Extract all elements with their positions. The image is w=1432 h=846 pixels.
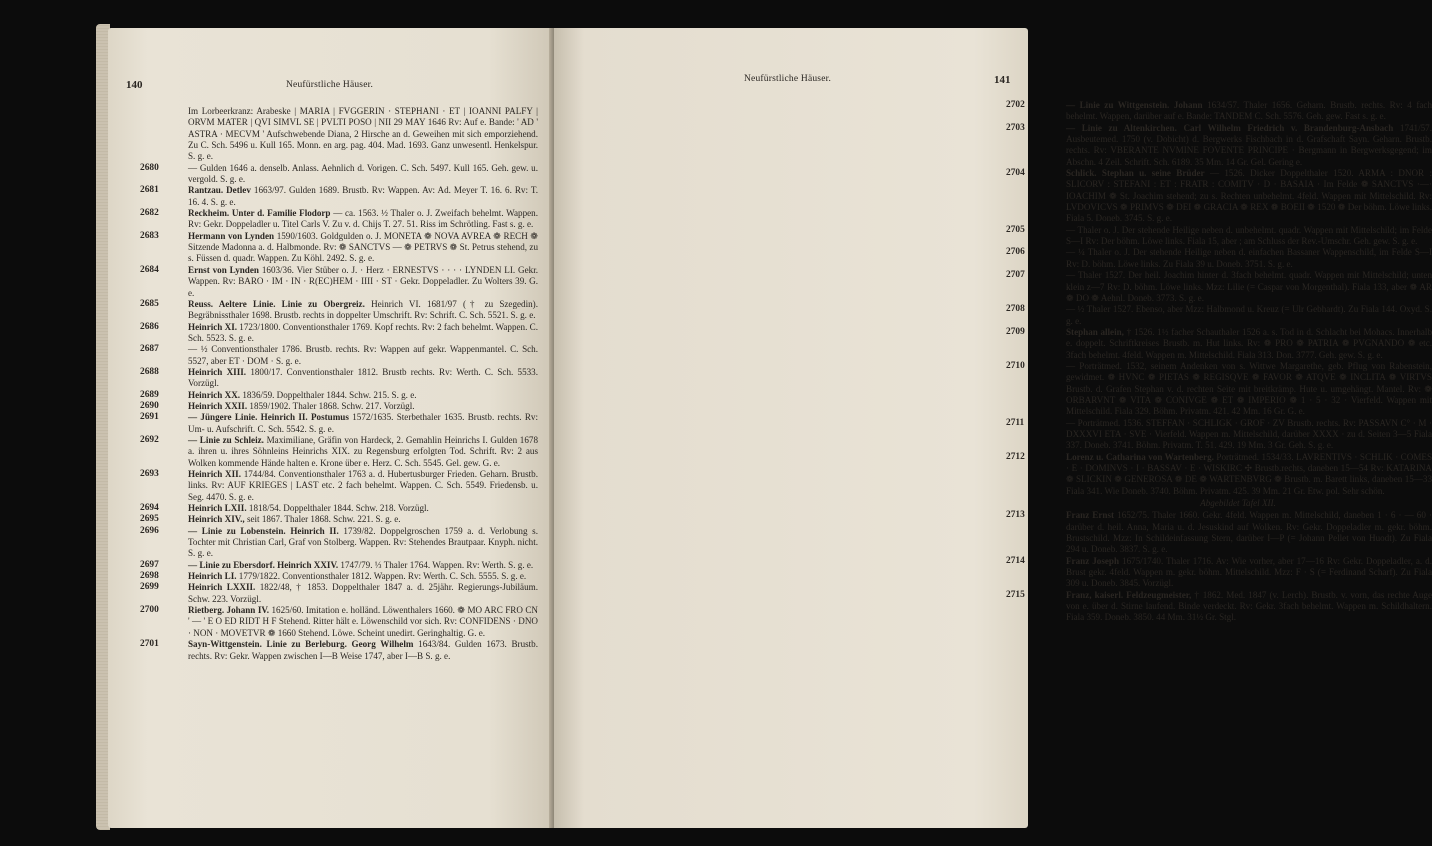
entry-heading: — Linie zu Ebersdorf. Heinrich XXIV. (188, 559, 339, 570)
entry-text: 1739/82. Doppelgroschen 1759 a. d. Verlobung s. Tochter mit Christian Carl, Graf von Stolberg. Wappen. Rv: Stehendes Brautpaar. Knyph. nicht. S. g. e. (188, 525, 538, 559)
entry-heading: — Jüngere Linie. Heinrich II. Postumus (188, 412, 349, 423)
entry-number: 2701 (140, 639, 159, 650)
catalog-entry (140, 389, 538, 401)
entry-number: 2698 (140, 571, 159, 582)
catalog-entry (1006, 247, 1432, 270)
entry-heading: Rietberg. Johann IV. (188, 605, 270, 616)
left-entries (140, 162, 539, 662)
entry-heading: Franz, kaiserl. Feldzeugmeister, (1066, 589, 1192, 600)
entry-number: 2714 (1006, 555, 1025, 566)
entry-number: 2680 (140, 162, 159, 173)
entry-number: 2712 (1006, 451, 1025, 462)
catalog-entry (140, 230, 539, 265)
entry-number: 2681 (140, 185, 159, 196)
entry-number: 2703 (1006, 122, 1025, 133)
continuation-text: Im Lorbeerkranz: Arabeske | MARIA | FVGGERIN · STEPHANI · ET | IOANNI PALFY | ORVM MATER | QVI SIMVL SE | PVLTI POSO | NII 29 MAY 1646 Rv: Auf e. Bande: ' AD ' ASTRA · MECVM ' Aufschwebende Diana, 2 Hirsche an d. Geweihen mit sich emporziehend. Zu C. Sch. 5496 u. Kull 165. Monn. en arg. pag. 404. Mad. 1693. Ganz unwesentl. Henkelspur. S. g. e. (188, 106, 538, 162)
catalog-entry (140, 264, 538, 299)
entry-number: 2697 (140, 559, 159, 570)
entry-number: 2691 (140, 412, 159, 423)
catalog-entry (140, 469, 538, 503)
right-column (1006, 100, 1432, 624)
catalog-entry (1006, 122, 1432, 168)
entry-number: 2715 (1006, 589, 1025, 600)
catalog-entry (1006, 270, 1432, 304)
entry-text: † 1862. Med. 1847 (v. Lerch). Brustb. v. vorn, das rechte Auge von e. über d. Stirne laufend. Binde verdeckt. Rv: Gekr. 3fach behelmt. Wappen m. Schildhaltern. Fiala 359. Doneb. 3850. 44 Mm. 31½ Gr. Stgl. (1066, 589, 1432, 623)
entry-heading: Reuss. Aeltere Linie. Linie zu Obergreiz. (188, 298, 365, 309)
entry-heading: Heinrich LXXII. (188, 582, 256, 593)
entry-number: 2713 (1006, 510, 1025, 521)
entry-heading: — Linie zu Lobenstein. Heinrich II. (188, 525, 339, 536)
entry-text: 1822/48, † 1853. Doppelthaler 1847 a. d. 25jähr. Regierungs-Jubiläum. Schw. 223. Vorzügl. (188, 582, 538, 604)
catalog-entry (1006, 417, 1432, 452)
entry-heading: Sayn-Wittgenstein. Linie zu Berleburg. Georg Wilhelm (188, 639, 414, 650)
entry-text: 1625/60. Imitation e. holländ. Löwenthalers 1660. ❁ MO ARC FRO CN ' — ' E O ED RIDT H F Stehend. Ritter hält e. Löwenschild vor sich. Rv: CONFIDENS · DNO · NON · MOVETVR ❁ 1660 Stehend. Löwe. Scheint unedirt. Geringhaltig. G. e. (188, 605, 538, 638)
entry-text: — ½ Conventionsthaler 1786. Brustb. rechts. Rv: Wappen auf gekr. Wappenmantel. C. Sch. 5527, aber ET · DOM · S. g. e. (188, 344, 538, 366)
entry-heading: Heinrich XX. (188, 389, 241, 400)
entry-text: — ½ Thaler 1527. Ebenso, aber Mzz: Halbmond u. Kreuz (= Ulr Gebhardt). Zu Fiala 144. Oxyd. S. g. e. (1066, 304, 1432, 326)
entry-heading: Franz Joseph (1066, 555, 1120, 566)
left-column (140, 106, 539, 662)
entry-text: 1741/57. Ausbeutemed. 1750 (v. Dobicht) d. Bergwerks Fischbach in d. Grafschaft Sayn. Geharn. Brustb. rechts. Rv: VBERANTE NVMINE FOVENTE PRINCIPE · Bergmann in Bergwerksgegend; im Abschn. 4 Zeil. Schrift. Sch. 6189. 35 Mm. 14 Gr. Gel. Gering e. (1066, 122, 1432, 167)
entry-text: 1859/1902. Thaler 1868. Schw. 217. Vorzügl. (249, 400, 415, 411)
entry-number: 2699 (140, 582, 159, 593)
entry-text: 1675/1740. Thaler 1716. Av: Wie vorher, aber 17—16 Rv: Gekr. Doppeladler, a. d. Brust gekr. 4feld. Wappen m. gekr. böhm. Mittelschild. Mzz: F · S (= Ferdinand Scharf). Zu Fiala 309 u. Doneb. 3845. Vorzügl. (1066, 555, 1432, 589)
entry-text: 1723/1800. Conventionsthaler 1769. Kopf rechts. Rv: 2 fach behelmt. Wappen. C. Sch. 5523. S. g. e. (188, 321, 538, 343)
page-number-left: 140 (126, 79, 143, 91)
entry-text: † 1526. 1½ facher Schauthaler 1526 a. s. Tod in d. Schlacht bei Mohacs. Innerhalb e. doppelt. Schriftkreises Brustb. m. Hut links. Rv: ❁ PRO ❁ PATRIA ❁ PVGNANDO ❁ etc. 3fach behelmt. 4feld. Wappen m. Mittelschild. Fiala 313. Don. 3777. Geh. gew. S. g. e. (1066, 326, 1432, 360)
entry-text: 1590/1603. Goldgulden o. J. MONETA ❁ NOVA AVREA ❁ RECH ❁ Sitzende Madonna a. d. Halbmonde. Rv: ❁ SANCTVS — ❁ PETRVS ❁ St. Petrus stehend, zu s. Füssen d. quadr. Wappen. Zu Köhl. 2492. S. g. e. (188, 230, 539, 264)
right-page (554, 28, 1432, 828)
entry-number: 2683 (140, 230, 159, 241)
catalog-entry (1006, 100, 1432, 123)
entry-number: 2709 (1006, 326, 1025, 337)
entry-text: 1572/1635. Sterbethaler 1635. Brustb. rechts. Rv: Um- u. Aufschrift. C. Sch. 5542. S. g. e. (188, 412, 538, 434)
entry-number: 2692 (140, 434, 159, 445)
entry-text: — Thaler 1527. Der heil. Joachim hinter d. 3fach behelmt. quadr. Wappen mit Mittelschild; unten klein z—7 Rv: D. böhm. Löwe links. Mzz: Lilie (= Caspar von Morgenthal). Fiala 133, aber ❁ AR ❁ DO ❁ Aehnl. Doneb. 3773. S. g. e. (1066, 270, 1432, 303)
entry-text: 1818/54. Doppelthaler 1844. Schw. 218. Vorzügl. (248, 503, 429, 514)
entry-number: 2686 (140, 321, 159, 332)
entry-text: — Gulden 1646 a. denselb. Anlass. Aehnlich d. Vorigen. C. Sch. 5497. Kull 165. Geh. gew. u. vergold. S. g. e. (188, 162, 538, 185)
catalog-entry (140, 412, 538, 435)
catalog-entry (1044, 497, 1432, 510)
catalog-entry (140, 185, 538, 208)
entry-heading: Heinrich XXII. (188, 400, 248, 411)
catalog-entry (1006, 224, 1432, 248)
running-head-right: Neufürstliche Häuser. (744, 74, 832, 84)
entry-number: 2711 (1006, 417, 1025, 428)
entry-number: 2696 (140, 525, 159, 536)
catalog-entry (1006, 510, 1432, 555)
entry-text: 1634/57. Thaler 1656. Geharn. Brustb. rechts. Rv: 4 fach behelmt. Wappen, darüber auf e. Bande: TANDEM C. Sch. 5576. Geh. gew. Fast s. g. e. (1066, 100, 1432, 122)
right-entries (1006, 100, 1432, 624)
entry-heading: Heinrich XII. (188, 469, 241, 479)
entry-text: Porträtmed. 1534/33. LAVRENTIVS · SCHLIK · COMES · E · DOMINVS · I · BASSAV · E · WISKIRC ✣ Brustb.rechts, daneben 15—54 Rv: KATARINA ❁ SLICKIN ❁ GENEROSA ❁ DE ❁ WARTENBVRG ❁ Brustb. m. Barett links, daneben 15—33 Fiala 341. Wie Doneb. 3740. Böhm. Privatm. 425. 39 Mm. 21 Gr. Etw. pol. Sehr schön. (1066, 451, 1432, 496)
running-head-left: Neufürstliche Häuser. (286, 80, 374, 90)
entry-number: 2704 (1006, 168, 1025, 179)
entry-heading: Lorenz u. Catharina von Wartenberg. (1066, 451, 1214, 462)
entry-number: 2707 (1006, 270, 1025, 281)
catalog-entry (140, 503, 538, 514)
page-number-right: 141 (994, 74, 1011, 86)
entry-heading: Hermann von Lynden (188, 230, 275, 241)
catalog-entry (140, 400, 538, 412)
entry-heading: Heinrich XIII. (188, 366, 247, 377)
entry-text: Abgebildet Tafel XII. (1200, 498, 1276, 509)
entry-number: 2690 (140, 400, 159, 411)
entry-heading: Ernst von Lynden (188, 264, 259, 275)
entry-number: 2684 (140, 264, 159, 275)
entry-heading: Heinrich XIV., (188, 514, 245, 525)
catalog-entry (1006, 304, 1432, 327)
catalog-entry (140, 434, 538, 469)
entry-text: — Porträtmed. 1536. STEFFAN · SCHLIGK · GROF · ZV Brustb. rechts. Rv: PASSAVN C° · M · DXXXVI ETA · SVE · Vierfeld. Wappen m. Mittelschild, darüber XXXX · zu d. Seiten 3—5 Fiala 337. Doneb. 3741. Böhm. Privatm. T. 51. 429. 19 Mm. 3 Gr. Geh. S. g. e. (1066, 417, 1432, 451)
entry-text: 1836/59. Doppelthaler 1844. Schw. 215. S. g. e. (242, 389, 417, 400)
entry-number: 2695 (140, 514, 159, 525)
entry-text: — Porträtmed. 1532, seinem Andenken von s. Wittwe Margarethe, geb. Pflug von Rabenstein, gewidmet. ❁ HVNC ❁ PIETAS ❁ REGISQVE ❁ FAVOR ❁ ATQVE ❁ INCLITA ❁ VIRTVS Brustb. d. Grafen Stephan v. d. rechten Seite mit breitkrämp. Hute u. umgehängt. Mantel. Rv: ❁ ORBARVNT ❁ VITA ❁ CONIVGE ❁ ET ❁ IMPERIO ❁ 1 · 5 · 32 · Vierfeld. Wappen mit Mittelschild. Fiala 329. Böhm. Privatm. 421. 42 Mm. 16 Gr. G. e. (1066, 360, 1432, 417)
entry-text: — 1526. Dicker Doppelthaler 1520. ARMA : DNOR : SLICORV : STEFANI : ET : FRATR : COMITV · D · BASAIA · Im Felde ❁ SANCTVS ·—· IOACHIM ❁ St. Joachim stehend; zu s. Rechten unbehelmt. 4feld. Wappen mit Mittelschild. Rv: LVDOVICVS ❁ PRIMVS ❁ DEI ❁ GRACIA ❁ REX ❁ BOEII ❁ 1520 ❁ Der böhm. Löwe links. Fiala 5. Doneb. 3745. S. g. e. (1066, 168, 1432, 224)
entry-heading: Heinrich LXII. (188, 503, 247, 514)
entry-heading: Heinrich LI. (188, 571, 237, 582)
entry-heading: Reckheim. Unter d. Familie Flodorp (188, 208, 331, 219)
entry-number: 2708 (1006, 304, 1025, 315)
entry-number: 2702 (1006, 100, 1025, 110)
entry-number: 2706 (1006, 247, 1025, 258)
catalog-entry (1006, 589, 1432, 624)
entry-text: 1663/97. Gulden 1689. Brustb. Rv: Wappen. Av: Ad. Meyer T. 16. 6. Rv: T. 16. 4. S. g. e. (188, 185, 538, 207)
entry-number: 2705 (1006, 224, 1025, 235)
entry-text: 1779/1822. Conventionsthaler 1812. Wappen. Rv: Werth. C. Sch. 5555. S. g. e. (238, 571, 527, 582)
catalog-entry (140, 605, 538, 639)
entry-text: 1652/75. Thaler 1660. Gekr. 4feld. Wappen m. Mittelschild, daneben 1 · 6 · — 60 · darüber d. heil. Anna, Maria u. d. Jesuskind auf Wolken. Rv: Gekr. Doppeladler m. gekr. böhm. Brustschild. Mzz: In Schildeinfassung Stern, darüber I—P (= Johann Pellet von Huodt). Zu Fiala 294 u. Doneb. 3837. S. g. e. (1066, 510, 1432, 555)
catalog-entry (140, 514, 538, 525)
catalog-entry (140, 525, 538, 560)
entry-text: — ca. 1563. ½ Thaler o. J. Zweifach behelmt. Wappen. Rv: Gekr. Doppeladler u. Titel Carls V. Zu v. d. Chijs T. 27. 51. Riss im Schrötling. Fast s. g. e. (188, 208, 538, 230)
entry-heading: — Linie zu Altenkirchen. Carl Wilhelm Friedrich v. Brandenburg-Ansbach (1066, 122, 1394, 133)
catalog-entry (140, 571, 538, 582)
entry-text: — ¼ Thaler o. J. Der stehende Heilige neben d. einfachen Bassaner Wappenschild, im Felde S—I Rv: D. böhm. Löwe links. Zu Fiala 39 u. Doneb. 3751. S. g. e. (1066, 247, 1432, 269)
entry-text: seit 1867. Thaler 1868. Schw. 221. S. g. e. (246, 514, 401, 525)
catalog-entry (140, 559, 538, 571)
catalog-entry (1006, 451, 1432, 497)
entry-number: 2687 (140, 344, 159, 355)
entry-number: 2688 (140, 366, 159, 377)
entry-text: Heinrich VI. 1681/97 († zu Szegedin). Begräbnissthaler 1698. Brustb. rechts in doppelter Umschrift. Rv: Schrift. C. Sch. 5521. S. g. e. (188, 298, 538, 321)
entry-number: 2710 (1006, 360, 1025, 371)
entry-number: 2689 (140, 389, 159, 400)
catalog-entry (140, 639, 538, 662)
entry-heading: Schlick. Stephan u. seine Brüder (1066, 168, 1205, 179)
entry-heading: Rantzau. Detlev (188, 185, 251, 196)
entry-text: 1747/79. ⅓ Thaler 1764. Wappen. Rv: Werth. S. g. e. (340, 559, 534, 570)
entry-heading: — Linie zu Schleiz. (188, 434, 264, 445)
catalog-entry (140, 162, 538, 186)
open-book (108, 14, 1432, 834)
entry-number: 2685 (140, 298, 159, 309)
catalog-entry (1006, 326, 1432, 361)
catalog-entry (140, 344, 538, 367)
catalog-entry (1006, 360, 1432, 418)
left-page (108, 28, 554, 828)
catalog-entry (140, 366, 538, 390)
catalog-entry (140, 321, 538, 345)
entry-text: 1800/17. Conventionsthaler 1812. Brustb rechts. Rv: Werth. C. Sch. 5533. Vorzügl. (188, 366, 538, 389)
entry-text: 1603/36. Vier Stüber o. J. · Herz · ERNESTVS · · · · LYNDEN LI. Gekr. Wappen. Rv: BARO · IM · IN · R(EC)HEM · IIII · ST · Gekr. Doppeladler. Zu Wolters 39. G. e. (188, 264, 538, 298)
entry-text: 1744/84. Conventionsthaler 1763 a. d. Hubertusburger Frieden. Geharn. Brustb. links. Rv: AUF KRIEGES | LAST etc. 2 fach behelmt. Wappen. C. Sch. 5549. Friedensb. u. Seg. 4470. S. g. e. (188, 469, 538, 502)
entry-number: 2694 (140, 503, 159, 514)
entry-number: 2693 (140, 469, 159, 479)
catalog-entry (1006, 555, 1432, 590)
catalog-entry (140, 298, 538, 322)
entry-text: — Thaler o. J. Der stehende Heilige neben d. unbehelmt. quadr. Wappen mit Mittelschild; im Felde S—I Rv: Der böhm. Löwe links. Fiala 15, aber ; am Schluss der Rev.-Umschr. Geh. gew. S. g. e. (1066, 224, 1432, 247)
entry-number: 2700 (140, 605, 159, 616)
entry-heading: Stephan allein, (1066, 326, 1124, 337)
catalog-entry (140, 208, 538, 231)
catalog-entry (140, 582, 538, 605)
entry-heading: Franz Ernst (1066, 510, 1115, 521)
entry-number: 2682 (140, 208, 159, 219)
entry-text: Maximiliane, Gräfin von Hardeck, 2. Gemahlin Heinrichs I. Gulden 1678 a. ihren u. ihres Söhnleins Heinrichs XIX. zu Regensburg erfolgten Tod. Schrift. Rv: 2 aus Wolken kommende Hände halten e. Krone über e. Herz. C. Sch. 5545. Gel. gew. G. e. (188, 434, 538, 468)
entry-heading: — Linie zu Wittgenstein. Johann (1066, 100, 1203, 110)
catalog-entry (1006, 168, 1432, 225)
entry-heading: Heinrich XI. (188, 321, 238, 332)
entry-text: 1643/84. Gulden 1673. Brustb. rechts. Rv: Gekr. Wappen zwischen I—B Weise 1747, aber I—B S. g. e. (188, 639, 538, 661)
